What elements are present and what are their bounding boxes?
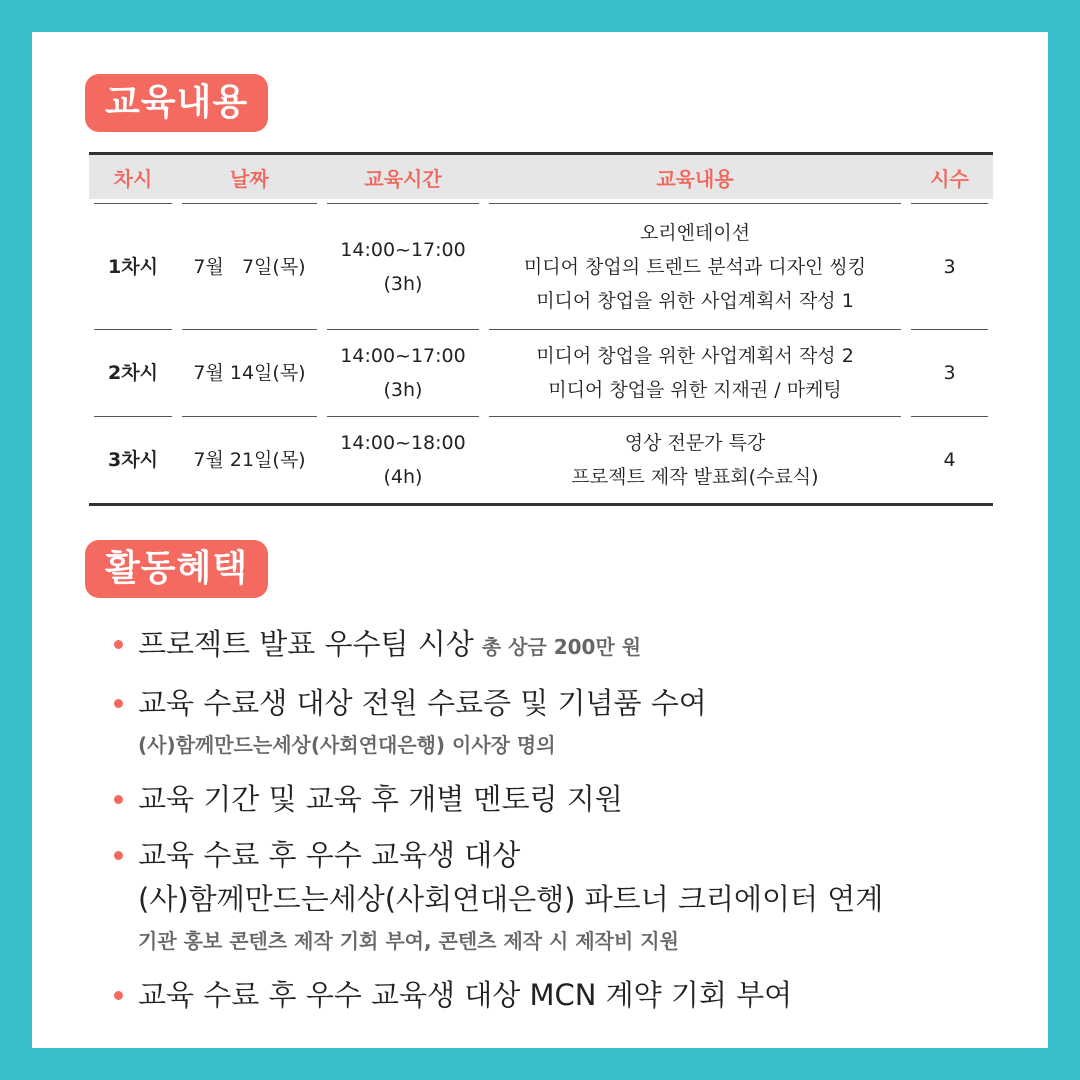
date-value: 7월 7일(목) [193, 255, 306, 278]
content-line: 오리엔테이션 [639, 221, 751, 244]
benefit-sub: 기관 홍보 콘텐츠 제작 기회 부여, 콘텐츠 제작 시 제작비 지원 [138, 929, 679, 953]
time-value: 14:00~17:00 [340, 238, 466, 261]
duration-value: (3h) [383, 379, 423, 401]
benefit-text: 교육 수료 후 우수 교육생 대상 MCN 계약 기회 부여 [138, 978, 793, 1012]
bullet-icon [114, 991, 123, 1000]
header-date: 날짜 [177, 154, 322, 200]
content-line: 프로젝트 제작 발표회(수료식) [571, 466, 819, 488]
hours-value: 3 [943, 362, 956, 384]
content-line: 미디어 창업의 트렌드 분석과 디자인 씽킹 [523, 255, 867, 278]
header-time: 교육시간 [322, 154, 484, 200]
schedule-header-row [89, 154, 993, 200]
duration-value: (3h) [383, 272, 423, 295]
benefit-text: 교육 수료 후 우수 교육생 대상 [138, 838, 521, 872]
bullet-icon [114, 795, 123, 804]
content-line: 미디어 창업을 위한 사업계획서 작성 2 [536, 345, 854, 367]
date-value: 7월 21일(목) [193, 449, 306, 471]
benefits-list [114, 622, 1014, 1017]
bullet-icon [114, 851, 123, 860]
time-value: 14:00~17:00 [340, 345, 466, 367]
list-item [114, 833, 1014, 959]
content-card [32, 32, 1048, 1048]
list-item [114, 681, 1014, 763]
benefit-text-continued: (사)함께만드는세상(사회연대은행) 파트너 크리에이터 연계 [138, 882, 884, 916]
schedule-table [89, 152, 993, 506]
benefit-note: 총 상금 200만 원 [481, 635, 642, 659]
header-content: 교육내용 [484, 154, 906, 200]
bullet-icon [114, 640, 123, 649]
time-value: 14:00~18:00 [340, 432, 466, 454]
benefit-text: 교육 수료생 대상 전원 수료증 및 기념품 수여 [138, 686, 707, 720]
content-line: 미디어 창업을 위한 사업계획서 작성 1 [536, 289, 854, 312]
duration-value: (4h) [383, 466, 423, 488]
list-item [114, 622, 1014, 669]
session-label: 3차시 [108, 449, 158, 471]
content-line: 미디어 창업을 위한 지재권 / 마케팅 [548, 379, 842, 401]
header-hours: 시수 [906, 154, 993, 200]
list-item [114, 777, 1014, 821]
session-label: 1차시 [108, 255, 158, 278]
benefit-text: 프로젝트 발표 우수팀 시상 [138, 627, 474, 661]
hours-value: 3 [943, 255, 956, 278]
date-value: 7월 14일(목) [193, 362, 306, 384]
bullet-icon [114, 699, 123, 708]
table-bottom-rule [89, 505, 993, 507]
content-line: 영상 전문가 특강 [624, 432, 766, 454]
table-row [89, 199, 993, 329]
table-row [89, 329, 993, 416]
benefit-sub: (사)함께만드는세상(사회연대은행) 이사장 명의 [138, 733, 556, 757]
list-item [114, 973, 1014, 1017]
benefit-text: 교육 기간 및 교육 후 개별 멘토링 지원 [138, 782, 623, 816]
table-row [89, 416, 993, 505]
session-label: 2차시 [108, 362, 158, 384]
hours-value: 4 [943, 449, 956, 471]
section-title-content: 교육내용 [85, 74, 268, 132]
section-title-benefits: 활동혜택 [85, 540, 268, 598]
header-session: 차시 [89, 154, 177, 200]
